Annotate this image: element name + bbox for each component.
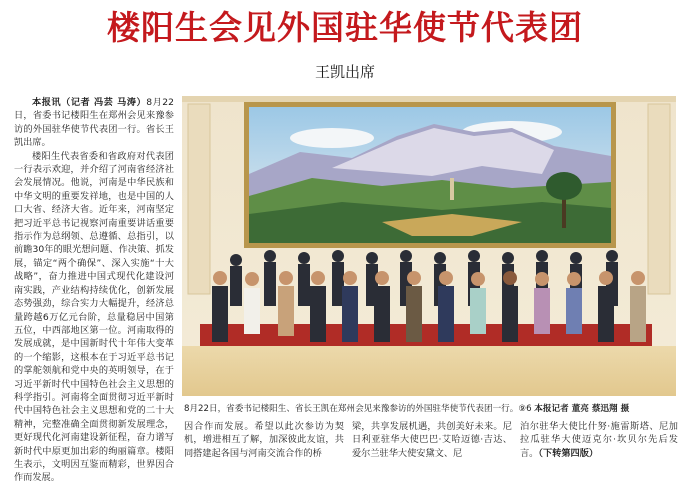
continued-column-2 — [352, 420, 512, 468]
lead-text: 8月22日，省委书记楼阳生在郑州会见来豫参访的外国驻华使节代表团一行。省长王凯出席。 — [14, 97, 174, 149]
continued-text-1: 因合作而发展。希望以此次参访为契机，增进相互了解，加深彼此友谊，共同搭建起各国与河南交流合作的桥 — [184, 421, 344, 459]
caption-text: 8月22日，省委书记楼阳生、省长王凯在郑州会见来豫参访的外国驻华使节代表团一行。⑨6 — [184, 404, 532, 414]
article-lead — [14, 96, 174, 150]
photo-credit: 本报记者 董亮 蔡迅翔 摄 — [534, 404, 630, 414]
byline: 本报讯（记者 冯芸 马涛） — [32, 97, 147, 108]
continued-column-3 — [520, 420, 678, 468]
subheadline: 王凯出席 — [314, 63, 375, 81]
article-paragraph: 楼阳生代表省委和省政府对代表团一行表示欢迎，并介绍了河南省经济社会发展情况。他说，河南是中华民族和中华文明的重要发祥地，也是中国的人口大省、经济大省。近年来，河南坚定把习近平总书记视察河南重要讲话重要指示作为总纲领、总遵循、总指引，以前瞻30年的眼光想问题、作决策、抓发展，锚定“两个确保”、深入实施“十大战略”，奋力推进中国式现代化建设河南实践，产业结构持续优化，创新发展态势强劲，综合实力大幅提升，经济总量跨越6万亿元台阶，总量稳居中国第五位，中西部地区第一位。河南取得的发展成就，是中国新时代十年伟大变革的一个缩影，这根本在于习近平总书记的掌舵领航和党中央的英明领导，在于习近平新时代中国特色社会主义思想的科学指引。河南将全面贯彻习近平新时代中国特色社会主义思想和党的二十大精神，完整准确全面贯彻新发展理念，更好现代化河南建设新征程，奋力谱写新时代中原更加出彩的绚丽篇章。楼阳生表示，文明因互鉴而精彩，世界因合作而发展。 — [14, 150, 174, 484]
article-column — [14, 96, 174, 484]
continued-column-1 — [184, 420, 344, 468]
continued-text-3-body: 泊尔驻华大使比什努·施雷斯塔、尼加拉瓜驻华大使迈克尔·坎贝尔先后发言。 — [520, 421, 678, 459]
news-photo — [182, 96, 676, 396]
continued-text-2: 梁，共享发展机遇，共创美好未来。尼日利亚驻华大使巴巴·艾哈迈德·吉达、爱尔兰驻华大使安黛文、尼 — [352, 421, 512, 459]
headline: 楼阳生会见外国驻华使节代表团 — [107, 8, 583, 47]
photo-caption — [184, 402, 678, 416]
continued-jump-notice: （下转第四版） — [538, 447, 599, 459]
continued-text-3 — [520, 420, 678, 460]
